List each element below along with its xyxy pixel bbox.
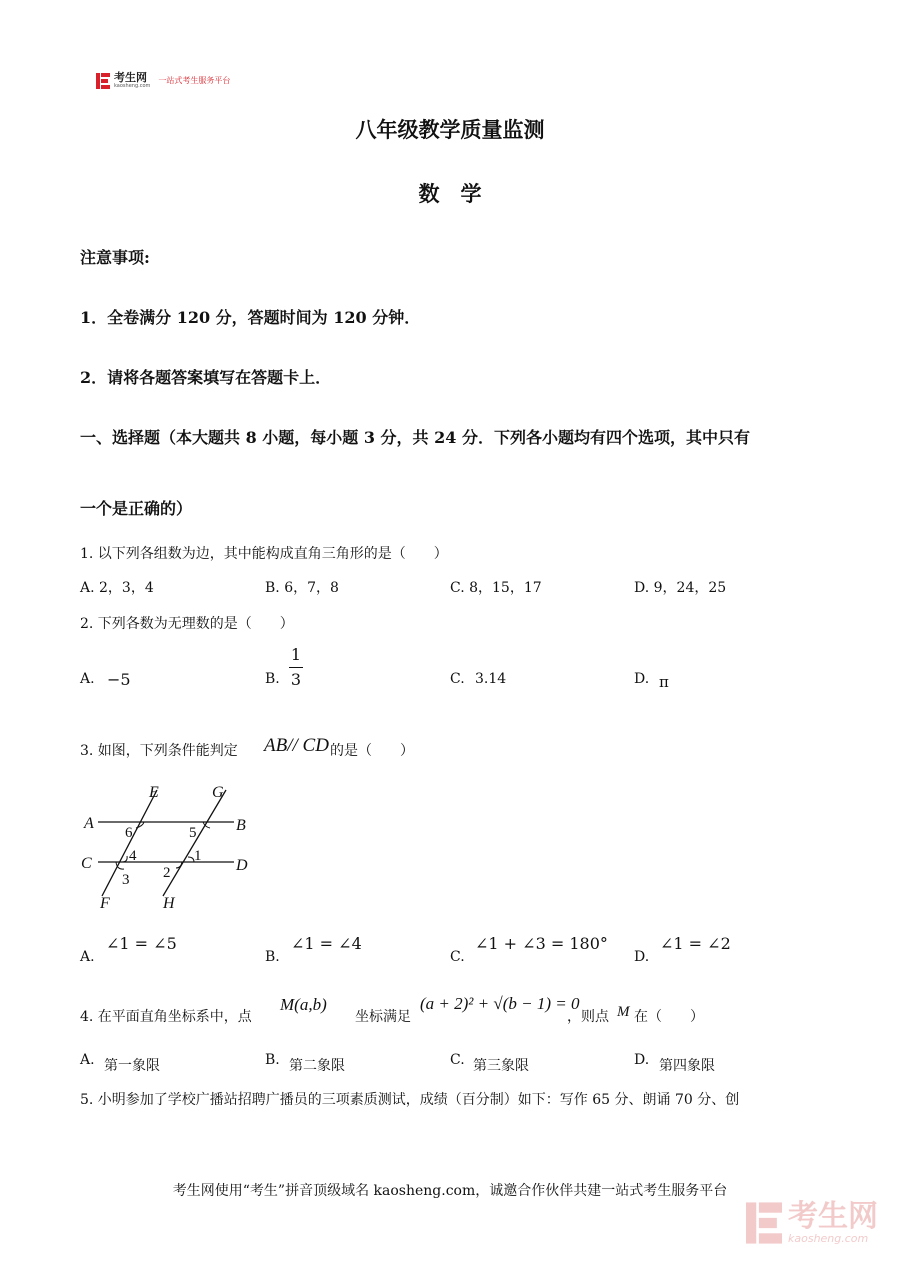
q2-fraction-denominator: 3	[290, 670, 302, 689]
q3-option-a-label: A.	[80, 949, 95, 965]
angle-label-2: 2	[163, 865, 171, 881]
q4-option-b-value: 第二象限	[289, 1058, 345, 1074]
logo-name: 考生网	[114, 71, 147, 84]
q2-option-c-label: C.	[450, 671, 465, 687]
parallel-lines-figure	[70, 778, 270, 918]
q2-option-a-value: −5	[107, 670, 131, 689]
watermark-logo-icon	[746, 1201, 782, 1245]
question-4-stem-end: 在（ ）	[634, 1009, 704, 1025]
watermark-text: 考生网	[788, 1198, 878, 1234]
label-d: D	[236, 857, 248, 874]
watermark	[746, 1198, 878, 1245]
logo-slogan: 一站式考生服务平台	[158, 76, 231, 85]
q1-option-d: D. 9，24，25	[634, 580, 727, 596]
q2-option-a-label: A.	[80, 671, 95, 687]
logo-icon	[96, 73, 110, 89]
q2-option-d-value: π	[659, 673, 669, 691]
q1-option-a: A. 2，3，4	[80, 580, 154, 596]
label-g: G	[212, 784, 224, 801]
notice-item: 2．请将各题答案填写在答题卡上．	[80, 368, 332, 387]
label-h: H	[163, 895, 175, 912]
question-3-stem-math: AB// CD	[264, 735, 329, 756]
question-4-stem-prefix: 4. 在平面直角坐标系中，点	[80, 1009, 252, 1025]
question-4-point: M(a,b)	[280, 995, 327, 1014]
notice-heading: 注意事项:	[80, 248, 150, 267]
q3-option-b-value: ∠1 = ∠4	[291, 934, 362, 953]
question-4-stem-suffix: ，则点	[567, 1009, 609, 1025]
question-3-stem-prefix: 3. 如图，下列条件能判定	[80, 743, 238, 759]
q4-option-b-label: B.	[265, 1052, 280, 1068]
angle-label-3: 3	[122, 872, 130, 888]
label-b: B	[236, 817, 246, 834]
angle-label-6: 6	[125, 825, 133, 841]
q4-option-d-value: 第四象限	[659, 1058, 715, 1074]
line-gh	[163, 790, 226, 896]
q2-fraction-numerator: 1	[290, 645, 302, 664]
angle-2-arc	[176, 862, 182, 868]
angle-label-4: 4	[129, 848, 137, 864]
angle-label-5: 5	[189, 825, 197, 841]
angle-label-1: 1	[194, 848, 202, 864]
label-f: F	[100, 895, 110, 912]
q3-option-b-label: B.	[265, 949, 280, 965]
question-5-stem: 5. 小明参加了学校广播站招聘广播员的三项素质测试，成绩（百分制）如下：写作 65 分、朗诵 70 分、创	[80, 1092, 740, 1108]
q2-option-c-value: 3.14	[475, 671, 507, 687]
question-3-stem-suffix: 的是（ ）	[330, 743, 414, 759]
watermark-domain: kaosheng.com	[788, 1231, 869, 1245]
q4-option-a-label: A.	[80, 1052, 95, 1068]
notice-item: 1．全卷满分 120 分，答题时间为 120 分钟．	[80, 308, 421, 327]
label-c: C	[81, 855, 92, 872]
q3-option-c-value: ∠1 + ∠3 = 180°	[475, 934, 608, 953]
header-logo	[96, 72, 230, 89]
q4-option-a-value: 第一象限	[104, 1058, 160, 1074]
question-1-stem: 1. 以下列各组数为边，其中能构成直角三角形的是（ ）	[80, 546, 448, 562]
q4-option-c-value: 第三象限	[473, 1058, 529, 1074]
line-ef	[102, 790, 157, 896]
q2-fraction-bar	[289, 667, 303, 668]
section-heading-cont: 一个是正确的）	[80, 499, 193, 518]
subject-title: 数 学	[418, 181, 482, 206]
q4-option-d-label: D.	[634, 1052, 650, 1068]
q2-option-b-label: B.	[265, 671, 280, 687]
logo-domain: kaosheng.com	[114, 83, 151, 89]
q3-option-a-value: ∠1 = ∠5	[106, 934, 177, 953]
label-a: A	[84, 815, 94, 832]
question-4-point-m: M	[617, 1004, 630, 1020]
page-footer: 考生网使用“考生”拼音顶级域名 kaosheng.com，诚邀合作伙伴共建一站式考生服务平台	[172, 1183, 728, 1199]
question-4-equation: (a + 2)² + √(b − 1) = 0	[420, 994, 580, 1013]
section-heading: 一、选择题（本大题共 8 小题，每小题 3 分，共 24 分．下列各小题均有四个选项，其中只有	[80, 428, 750, 447]
question-4-stem-mid: 坐标满足	[355, 1009, 411, 1025]
q2-option-d-label: D.	[634, 671, 650, 687]
page-title: 八年级教学质量监测	[355, 117, 545, 142]
q3-option-d-value: ∠1 = ∠2	[660, 934, 731, 953]
q3-option-c-label: C.	[450, 949, 465, 965]
question-2-stem: 2. 下列各数为无理数的是（ ）	[80, 616, 294, 632]
q3-option-d-label: D.	[634, 949, 650, 965]
q1-option-c: C. 8，15，17	[450, 580, 542, 596]
q4-option-c-label: C.	[450, 1052, 465, 1068]
q1-option-b: B. 6，7，8	[265, 580, 339, 596]
label-e: E	[149, 784, 159, 801]
